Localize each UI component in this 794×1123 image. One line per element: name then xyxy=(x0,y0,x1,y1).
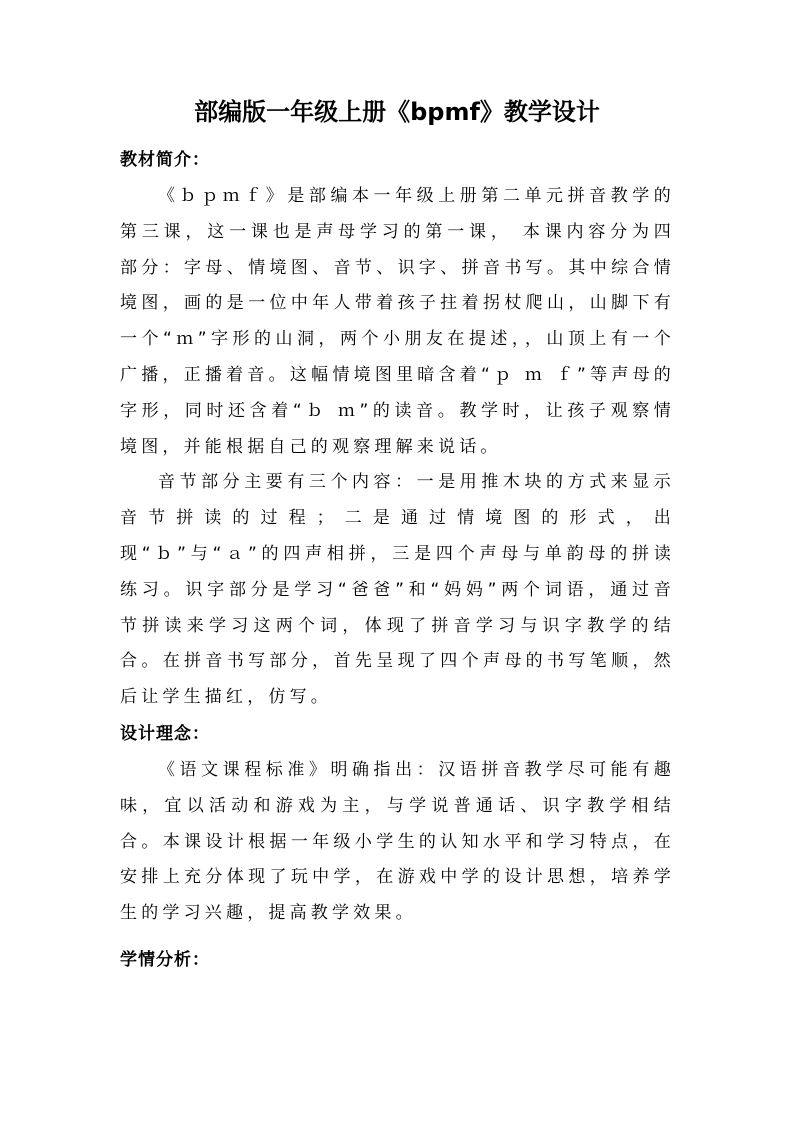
section-heading-learner-analysis: 学情分析： xyxy=(120,949,210,970)
section-heading-textbook-intro: 教材简介： xyxy=(120,150,210,170)
document-body xyxy=(120,142,675,979)
section-heading-design-concept: 设计理念： xyxy=(120,723,210,744)
paragraph-design-concept-1: 《语文课程标准》明确指出：汉语拼音教学尽可能有趣味，宜以活动和游戏为主，与学说普通话、识字教学相结合。本课设计根据一年级小学生的认知水平和学习特点，在安排上充分体现了玩中学，在游戏中学的设计思想，培养学生的学习兴趣，提高教学效果。 xyxy=(120,759,675,924)
paragraph-textbook-intro-2: 音节部分主要有三个内容：一是用推木块的方式来显示音节拼读的过程；二是通过情境图的形式，出现“ｂ”与“ａ”的四声相拼，三是四个声母与单韵母的拼读练习。识字部分是学习“爸爸”和“妈妈”两个词语，通过音节拼读来学习这两个词，体现了拼音学习与识字教学的结合。在拼音书写部分，首先呈现了四个声母的书写笔顺，然后让学生描红，仿写。 xyxy=(120,472,675,708)
document-title: 部编版一年级上册《bpmf》教学设计 xyxy=(194,98,600,126)
paragraph-textbook-intro-1: 《ｂｐｍｆ》是部编本一年级上册第二单元拼音教学的第三课，这一课也是声母学习的第一课， 本课内容分为四部分：字母、情境图、音节、识字、拼音书写。其中综合情境图，画的是一位中年人带着孩子拄着拐杖爬山，山脚下有一个“ｍ”字形的山洞，两个小朋友在提述，，山顶上有一个广播，正播着音。这幅情境图里暗含着“ｐ ｍ ｆ”等声母的字形，同时还含着“ｂ ｍ”的读音。教学时，让孩子观察情境图，并能根据自己的观察理解来说话。 xyxy=(120,186,675,457)
